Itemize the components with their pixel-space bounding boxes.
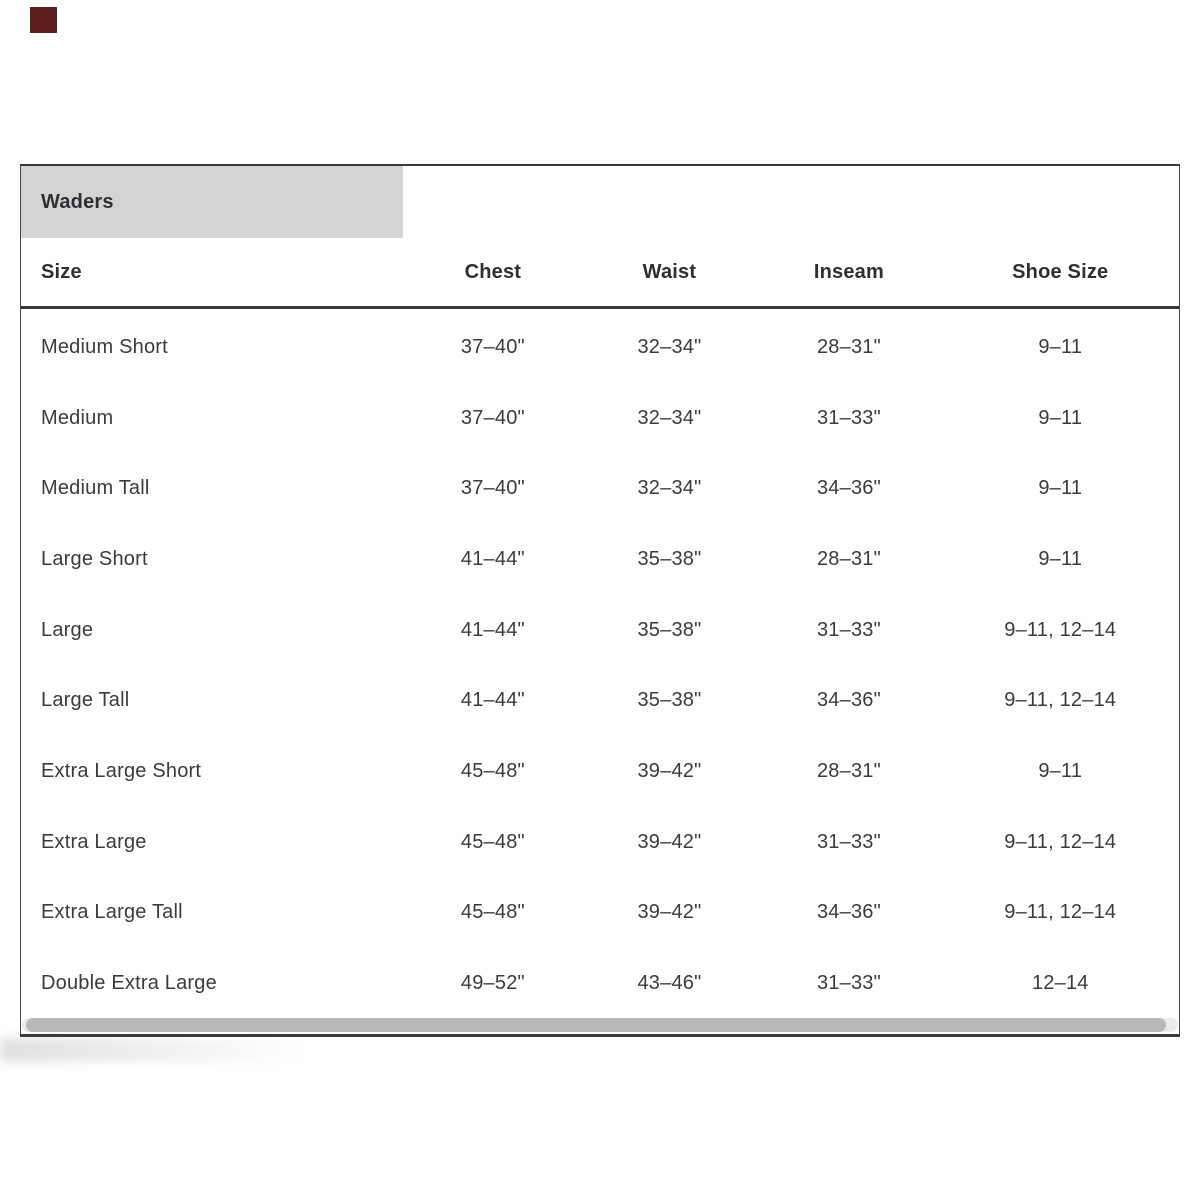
cell-shoe-size: 9–11, 12–14 (1004, 689, 1117, 712)
table-row (21, 807, 1179, 878)
red-marker (30, 7, 57, 33)
cell-chest: 37–40" (460, 477, 525, 500)
cell-size: Large (41, 618, 94, 641)
cell-shoe-size: 12–14 (1031, 972, 1089, 995)
cell-size: Medium Short (41, 335, 168, 358)
cell-shoe-size: 9–11 (1038, 760, 1083, 783)
cell-chest: 37–40" (460, 335, 525, 358)
cell-waist: 35–38" (637, 618, 702, 641)
cell-inseam: 28–31" (816, 335, 881, 358)
cell-chest: 41–44" (460, 689, 525, 712)
cell-size: Medium (41, 406, 114, 429)
cell-shoe-size: 9–11 (1038, 477, 1083, 500)
cell-shoe-size: 9–11, 12–14 (1004, 618, 1117, 641)
cell-shoe-size: 9–11, 12–14 (1004, 830, 1117, 853)
table-row (21, 524, 1179, 595)
table-row (21, 453, 1179, 524)
cell-chest: 49–52" (460, 972, 525, 995)
tab-waders-label: Waders (41, 190, 114, 213)
cell-waist: 35–38" (637, 689, 702, 712)
cell-inseam: 31–33" (816, 830, 881, 853)
cell-inseam: 28–31" (816, 547, 881, 570)
cell-inseam: 34–36" (816, 689, 881, 712)
cell-size: Medium Tall (41, 477, 150, 500)
page-shadow (0, 1038, 380, 1062)
cell-waist: 32–34" (637, 477, 702, 500)
table-header-row (21, 238, 1179, 309)
table-row (21, 312, 1179, 383)
table-row (21, 948, 1179, 1019)
column-header-shoe-size: Shoe Size (1012, 260, 1109, 283)
cell-inseam: 34–36" (816, 901, 881, 924)
table-row (21, 383, 1179, 454)
cell-waist: 39–42" (637, 830, 702, 853)
table-row (21, 666, 1179, 737)
tab-waders[interactable] (21, 166, 403, 238)
cell-chest: 41–44" (460, 547, 525, 570)
table-row (21, 595, 1179, 666)
cell-shoe-size: 9–11 (1038, 335, 1083, 358)
cell-shoe-size: 9–11, 12–14 (1004, 901, 1117, 924)
cell-shoe-size: 9–11 (1038, 547, 1083, 570)
column-header-inseam: Inseam (813, 260, 884, 283)
cell-inseam: 31–33" (816, 618, 881, 641)
cell-chest: 41–44" (460, 618, 525, 641)
cell-inseam: 28–31" (816, 760, 881, 783)
size-chart-panel (20, 164, 1180, 1037)
table-row (21, 878, 1179, 949)
scrollbar-thumb[interactable] (26, 1018, 1166, 1032)
cell-size: Extra Large Tall (41, 901, 183, 924)
cell-waist: 32–34" (637, 335, 702, 358)
column-header-size: Size (41, 260, 82, 283)
cell-waist: 39–42" (637, 760, 702, 783)
cell-waist: 32–34" (637, 406, 702, 429)
cell-chest: 45–48" (460, 901, 525, 924)
cell-chest: 37–40" (460, 406, 525, 429)
cell-inseam: 31–33" (816, 972, 881, 995)
cell-chest: 45–48" (460, 760, 525, 783)
cell-size: Large Short (41, 547, 148, 570)
horizontal-scrollbar[interactable] (22, 1018, 1178, 1032)
cell-size: Extra Large (41, 830, 147, 853)
cell-waist: 35–38" (637, 547, 702, 570)
cell-size: Large Tall (41, 689, 130, 712)
table-row (21, 736, 1179, 807)
column-header-chest: Chest (464, 260, 522, 283)
cell-waist: 43–46" (637, 972, 702, 995)
table-body (21, 312, 1179, 1019)
cell-shoe-size: 9–11 (1038, 406, 1083, 429)
column-header-waist: Waist (642, 260, 697, 283)
cell-size: Extra Large Short (41, 760, 202, 783)
cell-waist: 39–42" (637, 901, 702, 924)
cell-inseam: 34–36" (816, 477, 881, 500)
cell-size: Double Extra Large (41, 972, 217, 995)
cell-chest: 45–48" (460, 830, 525, 853)
cell-inseam: 31–33" (816, 406, 881, 429)
